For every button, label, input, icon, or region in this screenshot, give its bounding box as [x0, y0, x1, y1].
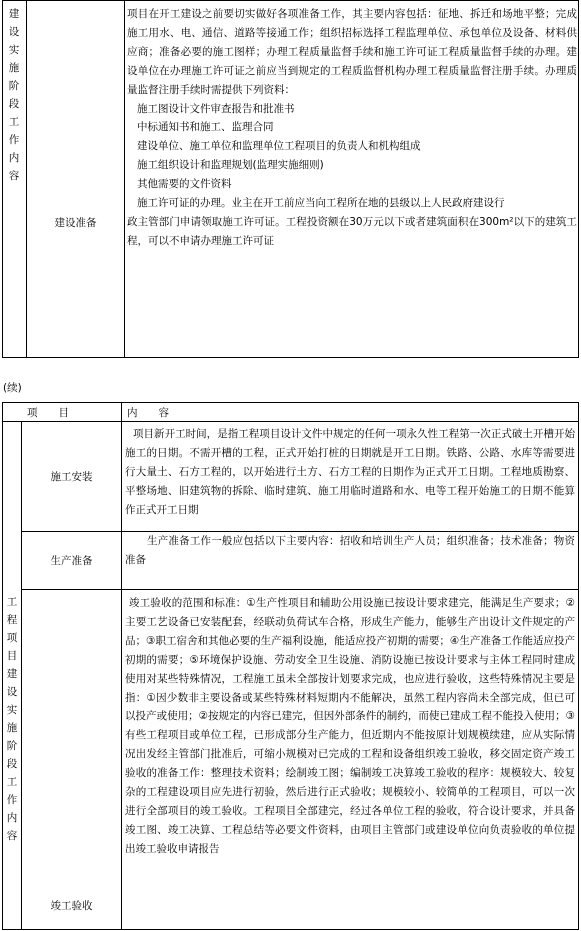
list-item: 施工许可证的办理。业主在开工前应当向工程所在地的县级以上人民政府建设行	[137, 197, 505, 210]
phase-label: 建设实施阶段工作内容	[8, 8, 20, 182]
table-implementation	[2, 402, 579, 930]
list-item: 建设单位、施工单位和监理单位工程项目的负责人和机构组成	[137, 140, 421, 153]
row-label-acceptance: 竣工验收	[50, 900, 93, 912]
row-text-construction: 项目新开工时间，是指工程项目设计文件中规定的任何一项永久性工程第一次正式破土开槽开始施工的日期。不需开槽的工程，正式开始打桩的日期就是开工日期。铁路、公路、水库等需要进行大量土、石方工程的，以开始进行土方、石方工程的日期作为正式开工日期。工程地质勘察、平整场地、旧建筑物的拆除、临时建筑、施工用临时道路和水、电等工程开始施工的日期不能算作正式开工日期	[125, 428, 575, 516]
header-item: 项 目	[27, 407, 69, 419]
row-label-construction: 施工安装	[50, 471, 93, 483]
header-content: 内 容	[127, 407, 169, 419]
phase-label: 工程项目建设实施阶段工作内容	[6, 596, 18, 842]
row-label-production: 生产准备	[50, 555, 93, 567]
column-divider	[21, 421, 22, 929]
intro-paragraph: 项目在开工建设之前要切实做好各项准备工作，其主要内容包括：征地、拆迁和场地平整；完成施工用水、电、通信、道路等接通工作；组织招标选择工程监理单位、承包单位及设备、材料供应商；准备必要的施工图样；办理工程质量监督手续和施工许可证工程质量监督手续的办理。建设单位在办理施工许可证之前应当到规定的工程质监督机构办理工程质量监督注册手续。办理质量监督注册手续时需提供下列资料：	[127, 8, 577, 96]
table-construction-prep	[2, 0, 579, 358]
tail-paragraph: 政主管部门申请领取施工许可证。工程投资额在30万元以下或者建筑面积在300m²以下的建筑工程，可以不申请办理施工许可证	[127, 215, 577, 247]
row-text-production: 生产准备工作一般应包括以下主要内容：招收和培训生产人员；组织准备；技术准备；物资准备	[125, 535, 575, 566]
row-text-acceptance: 竣工验收的范围和标准：①生产性项目和辅助公用设施已按设计要求建完，能满足生产要求；②主要工艺设备已安装配套，经联动负荷试车合格，形成生产能力，能够生产出设计文件规定的产品；③职工宿舍和其他必要的生产福利设施，能适应投产初期的需要；④生产准备工作能适应投产初期的需要；⑤环境保护设施、劳动安全卫生设施、消防设施已按设计要求与主体工程同时建成使用对某些特殊情况，工程施工虽未全部按计划要求完成，也应进行验收，这些特殊情况主要是指：①因少数非主要设备或某些特殊材料短期内不能解决，虽然工程内容尚未全部完成，但已可以投产或使用；②按规定的内容已建完，但因外部条件的制约，而使已建成工程不能投入使用；③有些工程项目或单位工程，已形成部分生产能力，但近期内不能按原计划规模续建，应从实际情况出发经主管部门批准后，可缩小规模对已完成的工程和设备组织竣工验收，移交固定资产竣工验收的准备工作：整理技术资料；绘制竣工图；编制竣工决算竣工验收的程序：规模较大、较复杂的工程建设项目应先进行初验，然后进行正式验收；规模较小、较简单的工程项目，可以一次进行全部项目的竣工验收。工程项目全部建完，经过各单位工程的验收，符合设计要求，并具备竣工图、竣工决算、工程总结等必要文件资料，由项目主管部门或建设单位向负责验收的单位提出竣工验收申请报告	[125, 597, 575, 855]
list-item: 中标通知书和施工、监理合同	[137, 121, 274, 134]
list-item: 其他需要的文件资料	[137, 178, 232, 191]
row-divider	[21, 589, 578, 590]
continued-label: (续)	[3, 382, 22, 394]
item-label: 建设准备	[54, 217, 97, 229]
list-item: 施工图设计文件审查报告和批准书	[137, 102, 295, 115]
content-cell	[127, 5, 577, 251]
column-divider	[124, 1, 125, 357]
column-divider	[121, 421, 122, 929]
row-divider	[3, 421, 578, 422]
column-divider	[26, 1, 27, 357]
column-divider	[121, 403, 122, 421]
list-item: 施工组织设计和监理规划(监理实施细则)	[137, 159, 324, 172]
